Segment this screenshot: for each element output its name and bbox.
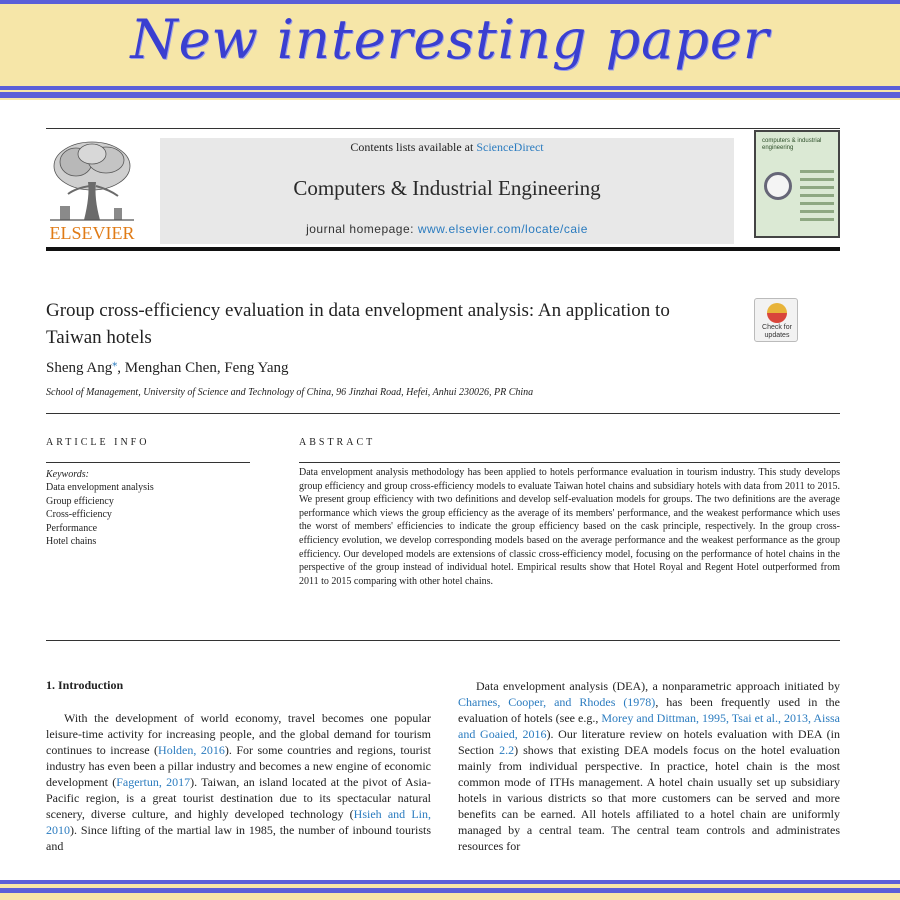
journal-name: Computers & Industrial Engineering <box>293 176 601 200</box>
contents-line <box>160 140 734 155</box>
cover-title: computers & industrial engineering <box>762 138 822 151</box>
introduction-heading: 1. Introduction <box>46 678 124 692</box>
banner-stripe <box>0 86 900 90</box>
body-text: , has been frequently used in the evaluation of hotels (see e.g., <box>458 695 840 725</box>
bottom-banner <box>0 880 900 900</box>
contents-prefix: Contents lists available at <box>350 140 477 154</box>
crossmark-icon <box>767 303 787 323</box>
journal-cover[interactable] <box>754 130 840 238</box>
keywords-label: Keywords: <box>46 469 89 480</box>
citation-link[interactable]: Fagertun, 2017 <box>116 775 191 789</box>
body-column-left <box>46 710 431 854</box>
keyword-item: Hotel chains <box>46 536 97 548</box>
article-info-heading: ARTICLE INFO <box>46 437 150 448</box>
corresponding-author-mark[interactable]: ⁎ <box>112 358 118 369</box>
abstract-rule <box>299 462 840 463</box>
top-banner <box>0 0 900 100</box>
citation-link[interactable]: Holden, 2016 <box>158 743 225 757</box>
author-names-rest: , Menghan Chen, Feng Yang <box>117 360 289 376</box>
keyword-item: Performance <box>46 522 98 534</box>
affiliation: School of Management, University of Science and Technology of China, 96 Jinzhai Road, Hefei, Anhui 230026, PR China <box>46 387 534 398</box>
citation-link[interactable]: Hsieh and Lin, 2010 <box>46 807 431 837</box>
banner-stripe <box>0 880 900 884</box>
journal-banner <box>160 138 734 244</box>
section-link[interactable]: 2.2 <box>499 743 515 757</box>
body-column-right <box>458 678 840 854</box>
keyword-item: Group efficiency <box>46 495 114 507</box>
elsevier-logo[interactable] <box>46 136 138 244</box>
header-rule <box>46 128 840 129</box>
banner-stripe <box>0 0 900 4</box>
citation-link[interactable]: Morey and Dittman, 1995, Tsai et al., 2013, Aissa and Goaied, 2016 <box>458 711 840 741</box>
paper-title: Group cross-efficiency evaluation in data envelopment analysis: An application to Taiwan hotels <box>46 300 670 348</box>
cover-lines <box>800 170 834 230</box>
check-for-updates-button[interactable] <box>754 298 798 342</box>
crossmark-label: Check for updates <box>762 324 792 339</box>
homepage-prefix: journal homepage: <box>306 222 418 236</box>
homepage-line <box>160 222 734 236</box>
cover-emblem-icon <box>764 172 792 200</box>
header-thick-rule <box>46 247 840 251</box>
sciencedirect-link[interactable]: ScienceDirect <box>476 140 544 154</box>
publisher-name: ELSEVIER <box>49 223 135 243</box>
homepage-link[interactable]: www.elsevier.com/locate/caie <box>417 222 588 236</box>
body-text: ). For some countries and regions, tourist industry has even been a pillar industry and becomes a new engine of economic development ( <box>46 743 431 789</box>
banner-stripe <box>0 92 900 98</box>
abstract-heading: ABSTRACT <box>299 437 376 448</box>
body-text: ). Taiwan, an island located at the pivot of Asia-Pacific region, is a great tourist destination due to its spectacular natural scenery, diverse culture, and highly developed technology ( <box>46 775 431 821</box>
body-text: ). Since lifting of the martial law in 1985, the number of inbound tourists and <box>46 823 431 853</box>
article-info-rule <box>46 462 250 463</box>
citation-link[interactable]: Charnes, Cooper, and Rhodes (1978) <box>458 695 656 709</box>
banner-stripe <box>0 888 900 893</box>
keyword-item: Data envelopment analysis <box>46 482 154 494</box>
body-text: ) shows that existing DEA models focus on the hotel evaluation mainly from individual perspective. In practice, hotel chain is the most common mode of ITHs management. A hotel chain usually set up subsidiary hotels in various districts so that more customers can be served and more benefits can be earned. All hotels affiliated to a hotel chain are uniformly managed by a central team. The central team controls and administrates resources for <box>458 743 840 853</box>
section-rule <box>46 640 840 641</box>
keywords-list <box>46 468 154 548</box>
author-name[interactable]: Sheng Ang <box>46 360 113 376</box>
body-text: Data envelopment analysis (DEA), a nonparametric approach initiated by <box>476 679 840 693</box>
banner-title: New interesting paper <box>130 8 770 71</box>
keyword-item: Cross-efficiency <box>46 509 112 521</box>
abstract-text: Data envelopment analysis methodology has been applied to hotels performance evaluation in tourism industry. This study develops group efficiency and group cross-efficiency models to evaluate Taiwan hotel chains and subsidiary hotels with data from 2011 to 2015. We present group efficiency with two definitions and develop self-evaluation models for groups. The two definitions are the average performance which views the group efficiency as the average of its members' performance, and the weakest performance which uses the worst of members' efficiencies to indicate the group efficiency based on the cask principle, respectively. In the group cross-efficiency evolution, we develop corresponding models based on the average performance and the weakest performance as the group efficiency. Our developed models are extensions of classic cross-efficiency model, focusing on the performance of hotel chains in the perspective of the group instead of individual hotel. Empirical results show that Hotel Royal and Regent Hotel outperformed from 2011 to 2015 comparing with other hotel chains. <box>299 467 840 587</box>
section-rule <box>46 413 840 414</box>
body-text: With the development of world economy, travel becomes one popular leisure-time activity for increasing people, and the global demand for tourism continues to increase ( <box>46 711 431 757</box>
body-text: ). Our literature review on hotels evaluation with DEA (in Section <box>458 727 840 757</box>
author-list <box>46 358 289 377</box>
elsevier-tree-icon <box>46 136 138 224</box>
